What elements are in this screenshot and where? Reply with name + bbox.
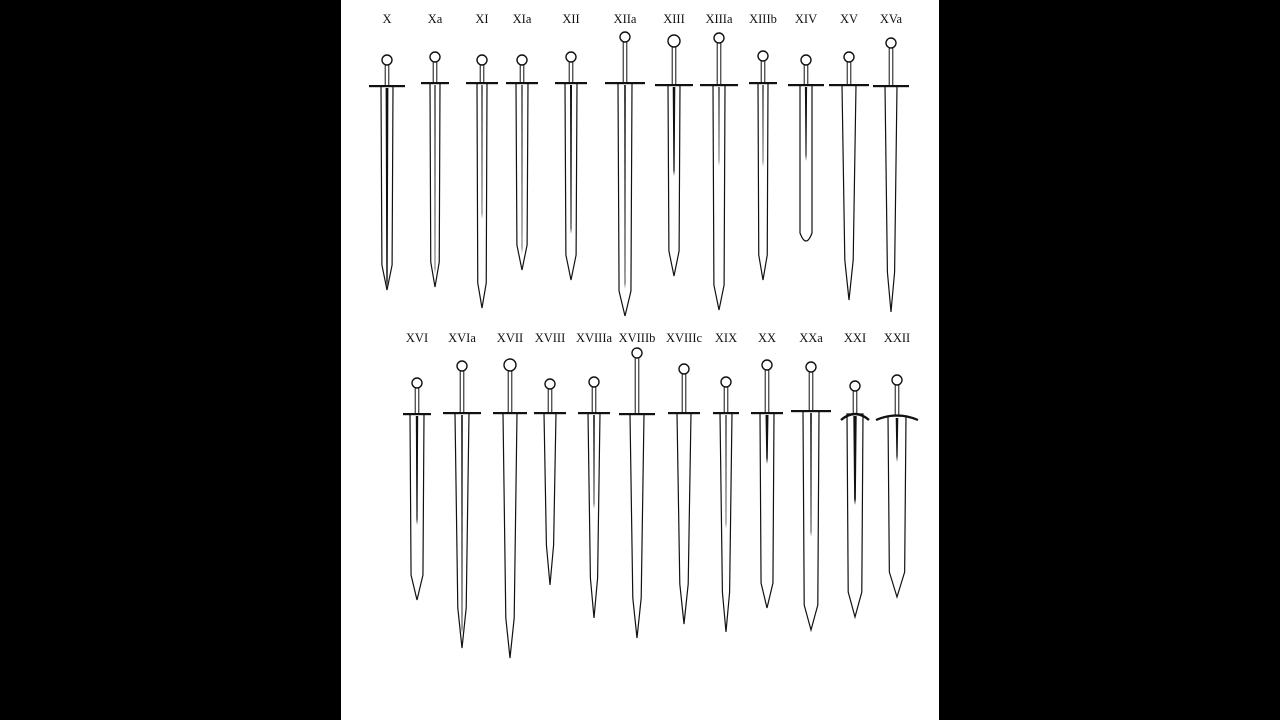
sword-label: XVIIIc xyxy=(665,331,703,345)
sword-2-5 xyxy=(576,331,613,618)
sword-label: XIIIb xyxy=(749,12,777,26)
sword-label: XII xyxy=(562,12,580,26)
sword-grip xyxy=(853,391,857,414)
sword-crossguard xyxy=(421,82,449,84)
sword-label: XIa xyxy=(512,12,532,26)
sword-pommel xyxy=(758,51,768,61)
sword-crossguard xyxy=(619,413,655,415)
sword-1-3 xyxy=(466,12,498,308)
sword-grip xyxy=(460,371,464,413)
sword-crossguard xyxy=(534,412,566,414)
sword-crossguard xyxy=(605,82,645,84)
sword-label: XXI xyxy=(843,331,867,345)
sword-crossguard xyxy=(578,412,610,414)
sword-blade xyxy=(842,85,856,300)
sword-label: XVIa xyxy=(448,331,476,345)
sword-blade xyxy=(544,413,556,585)
sword-pommel xyxy=(477,55,487,65)
sword-crossguard xyxy=(668,412,700,414)
sword-1-7 xyxy=(655,12,693,276)
sword-crossguard xyxy=(749,82,777,84)
sword-crossguard xyxy=(655,84,693,86)
sword-grip xyxy=(508,371,512,413)
sword-pommel xyxy=(620,32,630,42)
sword-pommel xyxy=(382,55,392,65)
sword-grip xyxy=(889,48,893,86)
sword-crossguard xyxy=(788,84,824,86)
sword-pommel xyxy=(679,364,689,374)
sword-grip xyxy=(765,370,769,413)
sword-label: XIII xyxy=(663,12,685,26)
sword-pommel xyxy=(668,35,680,47)
sword-grip xyxy=(682,374,686,413)
sword-1-6 xyxy=(605,12,645,316)
sword-pommel xyxy=(762,360,772,370)
sword-label: XX xyxy=(757,331,777,345)
sword-2-12 xyxy=(876,331,918,597)
sword-2-6 xyxy=(619,331,656,638)
sword-pommel xyxy=(545,379,555,389)
sword-pommel xyxy=(430,52,440,62)
sword-grip xyxy=(433,62,437,83)
sword-grip xyxy=(480,65,484,83)
sword-2-8 xyxy=(713,331,739,632)
sword-grip xyxy=(635,358,639,414)
sword-grip xyxy=(415,388,419,414)
sword-pommel xyxy=(632,348,642,358)
sword-pommel xyxy=(589,377,599,387)
sword-1-1 xyxy=(369,12,405,290)
sword-label: XXa xyxy=(799,331,823,345)
sword-label: XIV xyxy=(794,12,818,26)
sword-pommel xyxy=(844,52,854,62)
sword-pommel xyxy=(886,38,896,48)
sword-label: XVIIIb xyxy=(618,331,656,345)
sword-grip xyxy=(895,385,899,416)
sword-blade xyxy=(503,413,517,658)
sword-pommel xyxy=(566,52,576,62)
sword-label: XVIIIa xyxy=(575,331,613,345)
sword-crossguard xyxy=(713,412,739,414)
sword-2-4 xyxy=(534,331,566,585)
sword-crossguard xyxy=(751,412,783,414)
sword-crossguard xyxy=(829,84,869,86)
sword-2-10 xyxy=(791,331,831,630)
sword-pommel xyxy=(721,377,731,387)
sword-pommel xyxy=(412,378,422,388)
sword-crossguard xyxy=(466,82,498,84)
sword-label: XVI xyxy=(405,331,429,345)
sword-1-11 xyxy=(829,12,869,300)
sword-1-8 xyxy=(700,12,738,310)
sword-blade xyxy=(885,86,897,312)
sword-label: XXII xyxy=(883,331,911,345)
sword-label: Xa xyxy=(427,12,443,26)
sword-grip xyxy=(761,61,765,83)
sword-1-12 xyxy=(873,12,909,312)
sword-pommel xyxy=(892,375,902,385)
sword-2-9 xyxy=(751,331,783,608)
sword-crossguard xyxy=(791,410,831,412)
sword-grip xyxy=(847,62,851,85)
sword-1-4 xyxy=(506,12,538,270)
sword-blade xyxy=(630,414,644,638)
sword-grip xyxy=(804,65,808,85)
sword-2-11 xyxy=(841,331,869,617)
sword-crossguard xyxy=(555,82,587,84)
sword-label: XVII xyxy=(496,331,524,345)
sword-grip xyxy=(809,372,813,411)
sword-2-2 xyxy=(443,331,481,648)
sword-pommel xyxy=(517,55,527,65)
sword-label: X xyxy=(382,12,392,26)
sword-1-9 xyxy=(749,12,777,280)
sword-grip xyxy=(520,65,524,83)
sword-crossguard xyxy=(443,412,481,414)
sword-pommel xyxy=(801,55,811,65)
sword-grip xyxy=(717,43,721,85)
sword-crossguard xyxy=(873,85,909,87)
sword-crossguard xyxy=(493,412,527,414)
sword-grip xyxy=(623,42,627,83)
sword-2-7 xyxy=(666,331,703,624)
sword-crossguard xyxy=(369,85,405,87)
sword-grip xyxy=(569,62,573,83)
sword-label: XIIa xyxy=(613,12,637,26)
sword-grip xyxy=(672,47,676,85)
sword-pommel xyxy=(457,361,467,371)
sword-label: XV xyxy=(839,12,859,26)
sword-2-1 xyxy=(403,331,431,600)
sword-label: XVa xyxy=(879,12,903,26)
sword-crossguard xyxy=(403,413,431,415)
sword-crossguard xyxy=(700,84,738,86)
sword-label: XIIIa xyxy=(705,12,733,26)
sword-label: XVIII xyxy=(534,331,566,345)
sword-grip xyxy=(724,387,728,413)
sword-pommel xyxy=(806,362,816,372)
sword-pommel xyxy=(714,33,724,43)
sword-grip xyxy=(592,387,596,413)
sword-2-3 xyxy=(493,331,527,658)
sword-1-2 xyxy=(421,12,449,287)
sword-pommel xyxy=(504,359,516,371)
sword-blade xyxy=(677,413,691,624)
sword-crossguard xyxy=(506,82,538,84)
sword-grip xyxy=(548,389,552,413)
sword-pommel xyxy=(850,381,860,391)
sword-grip xyxy=(385,65,389,86)
sword-label: XI xyxy=(475,12,489,26)
sword-1-10 xyxy=(788,12,824,241)
sword-label: XIX xyxy=(714,331,738,345)
sword-1-5 xyxy=(555,12,587,280)
